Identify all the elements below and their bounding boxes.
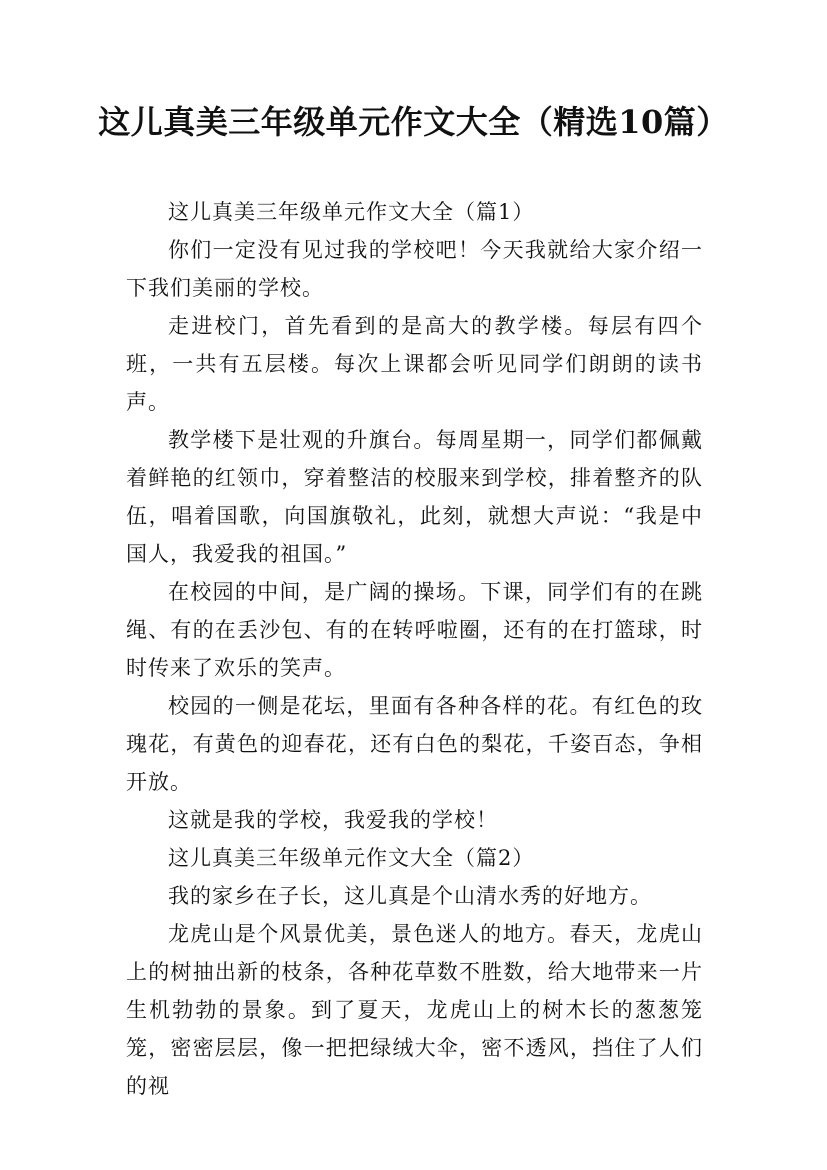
paragraph: 龙虎山是个风景优美，景色迷人的地方。春天，龙虎山上的树抽出新的枝条，各种花草数不胜数，给大地带来一片生机勃勃的景象。到了夏天，龙虎山上的树木长的葱葱笼笼，密密层层，像一把把绿绒大伞，密不透风，挡住了人们的视 <box>126 922 703 1098</box>
document-title: 这儿真美三年级单元作文大全（精选10篇） <box>98 103 729 141</box>
paragraph: 这就是我的学校，我爱我的学校！ <box>168 808 498 832</box>
section-heading: 这儿真美三年级单元作文大全（篇2） <box>168 846 535 870</box>
paragraph: 我的家乡在子长，这儿真是个山清水秀的好地方。 <box>168 884 652 908</box>
paragraph: 在校园的中间，是广阔的操场。下课，同学们有的在跳绳、有的在丢沙包、有的在转呼啦圈，还有的在打篮球，时时传来了欢乐的笑声。 <box>126 580 703 680</box>
section-heading: 这儿真美三年级单元作文大全（篇1） <box>168 200 535 224</box>
paragraph: 校园的一侧是花坛，里面有各种各样的花。有红色的玫瑰花，有黄色的迎春花，还有白色的梨花，千姿百态，争相开放。 <box>126 694 703 794</box>
paragraph: 教学楼下是壮观的升旗台。每周星期一，同学们都佩戴着鲜艳的红领巾，穿着整洁的校服来到学校，排着整齐的队伍，唱着国歌，向国旗敬礼，此刻，就想大声说：“我是中国人，我爱我的祖国。” <box>126 428 703 566</box>
paragraph: 走进校门，首先看到的是高大的教学楼。每层有四个班，一共有五层楼。每次上课都会听见同学们朗朗的读书声。 <box>126 314 703 414</box>
document-body <box>126 193 703 1105</box>
paragraph: 你们一定没有见过我的学校吧！今天我就给大家介绍一下我们美丽的学校。 <box>126 238 703 300</box>
